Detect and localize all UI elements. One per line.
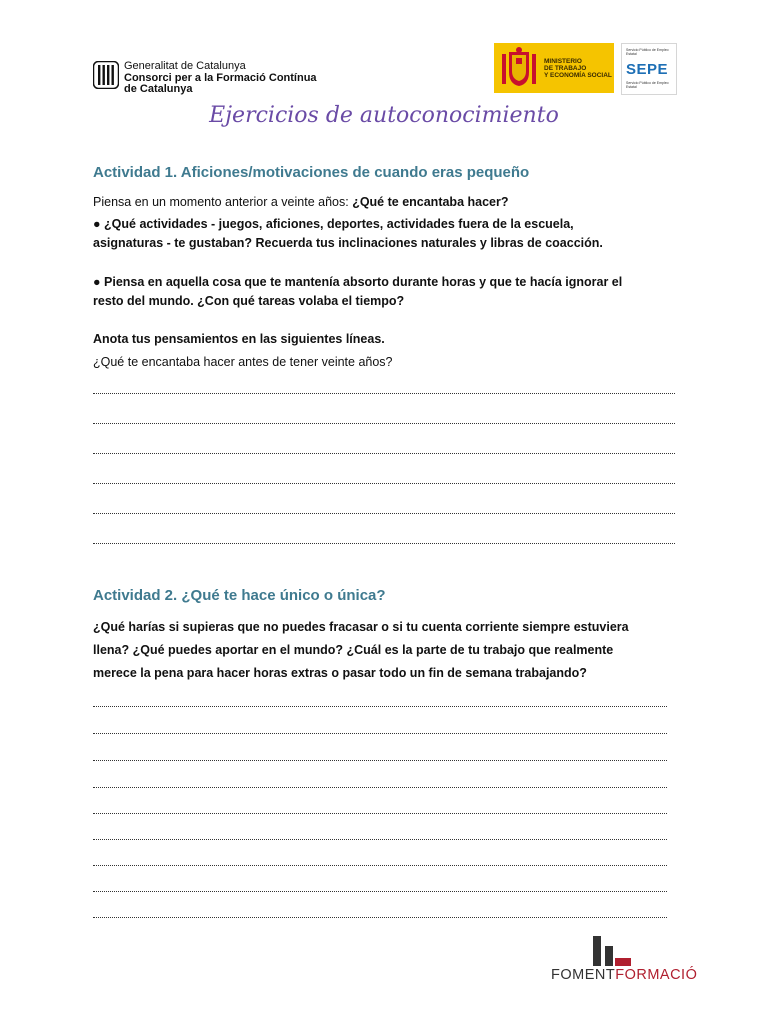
foment-word-part-1: FOMENT	[551, 967, 616, 983]
answer-line[interactable]	[93, 733, 667, 734]
ministry-line-1: MINISTERIO	[544, 57, 582, 65]
foment-bars-icon	[593, 936, 633, 966]
page-title: Ejercicios de autoconocimiento	[209, 103, 559, 128]
foment-word-part-2: FORMACIÓ	[615, 967, 698, 983]
answer-line[interactable]	[93, 813, 667, 814]
gencat-text	[124, 61, 317, 96]
answer-line[interactable]	[93, 706, 667, 707]
sepe-logo-text: SEPE	[626, 61, 669, 78]
gencat-logo	[93, 61, 317, 96]
ministry-line-2: DE TRABAJO	[544, 64, 587, 72]
activity-1-bullet-2-line-1: ● Piensa en aquella cosa que te mantenía absorto durante horas y que te hacía ignorar el	[93, 275, 623, 289]
activity-1-intro-plain: Piensa en un momento anterior a veinte años:	[93, 195, 353, 209]
activity-1-note: Anota tus pensamientos en las siguientes líneas.	[93, 332, 385, 346]
activity-1-heading: Actividad 1. Aficiones/motivaciones de cuando eras pequeño	[93, 164, 530, 181]
activity-2-line-2: llena? ¿Qué puedes aportar en el mundo? ¿Cuál es la parte de tu trabajo que realmente	[93, 643, 614, 657]
coat-of-arms-icon	[500, 46, 538, 90]
activity-2-line-3: merece la pena para hacer horas extras o pasar todo un fin de semana trabajando?	[93, 666, 587, 680]
ministry-logo	[494, 43, 614, 93]
gencat-emblem-icon	[93, 61, 119, 89]
activity-2-prompt	[93, 616, 683, 685]
foment-wordmark	[551, 967, 697, 983]
answer-line[interactable]	[93, 453, 675, 454]
answer-line[interactable]	[93, 393, 675, 394]
gencat-line-1: Generalitat de Catalunya	[124, 60, 246, 72]
gencat-line-2: Consorci per a la Formació Contínua	[124, 71, 317, 84]
foment-formacio-logo	[551, 936, 698, 991]
answer-line[interactable]	[93, 760, 667, 761]
answer-line[interactable]	[93, 543, 675, 544]
answer-line[interactable]	[93, 891, 667, 892]
gencat-line-3: de Catalunya	[124, 83, 193, 95]
ministry-text	[544, 58, 612, 79]
ministry-line-3: Y ECONOMÍA SOCIAL	[544, 71, 612, 79]
activity-1-bullet-2-line-2: resto del mundo. ¿Con qué tareas volaba el tiempo?	[93, 294, 405, 308]
activity-1-bullet-1-line-2: asignaturas - te gustaban? Recuerda tus inclinaciones naturales y libras de coacción.	[93, 236, 603, 250]
answer-line[interactable]	[93, 513, 675, 514]
answer-line[interactable]	[93, 865, 667, 866]
activity-1-intro	[93, 193, 683, 212]
activity-1-question: ¿Qué te encantaba hacer antes de tener veinte años?	[93, 355, 393, 369]
activity-2-line-1: ¿Qué harías si supieras que no puedes fracasar o si tu cuenta corriente siempre estuviera	[93, 620, 629, 634]
activity-1-bullet-1	[93, 215, 683, 253]
answer-line[interactable]	[93, 917, 667, 918]
sepe-logo	[621, 43, 677, 95]
answer-line[interactable]	[93, 839, 667, 840]
sepe-top-text: Servicio Público de Empleo Estatal	[626, 48, 669, 56]
activity-1-intro-bold: ¿Qué te encantaba hacer?	[352, 195, 509, 209]
activity-1-bullet-2	[93, 273, 683, 311]
activity-1-bullet-1-line-1: ● ¿Qué actividades - juegos, aficiones, deportes, actividades fuera de la escuela,	[93, 217, 574, 231]
activity-2-heading: Actividad 2. ¿Qué te hace único o única?	[93, 587, 386, 604]
answer-line[interactable]	[93, 423, 675, 424]
answer-line[interactable]	[93, 787, 667, 788]
answer-line[interactable]	[93, 483, 675, 484]
sepe-bottom-text: Servicio Público de Empleo Estatal	[626, 81, 669, 89]
